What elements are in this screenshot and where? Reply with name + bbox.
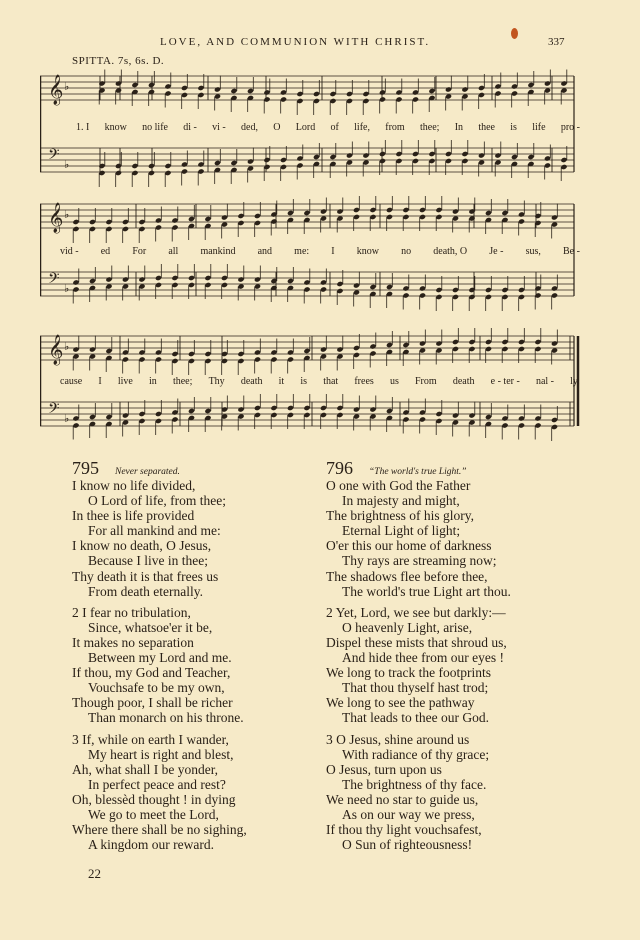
lyric-syllable: Lord [295, 122, 316, 133]
hymn-number: 795 [72, 458, 99, 478]
lyric-syllable: From [415, 376, 437, 387]
lyric-syllable: Je - [489, 246, 504, 257]
lyric-syllable: ded, [241, 122, 258, 133]
verse-line: I know no life divided, [72, 478, 196, 493]
verse-line: A kingdom our reward. [88, 837, 214, 853]
lyric-syllable: thee; [172, 376, 193, 387]
verse-line: I know no death, O Jesus, [72, 538, 212, 554]
verse-line: Thy rays are streaming now; [342, 553, 497, 569]
lyric-syllable: For [132, 246, 147, 257]
lyric-syllable: is [510, 122, 517, 133]
music-system-3 [40, 328, 580, 446]
verse-line: 2 I fear no tribulation, [72, 604, 191, 620]
lyric-syllable: e - ter - [490, 376, 520, 387]
lyric-syllable: from [385, 122, 405, 133]
hymn-heading [72, 458, 342, 478]
music-system-2 [40, 196, 580, 316]
lyric-syllable: death [240, 376, 263, 387]
verse-line: That thou thyself hast trod; [342, 680, 489, 696]
verse-line: Than monarch on his throne. [88, 710, 244, 726]
verse-line: Eternal Light of light; [342, 523, 461, 539]
verse-line: O Lord of life, from thee; [88, 493, 226, 509]
lyric-syllable: ed [100, 246, 111, 257]
ink-spot [511, 28, 518, 39]
lyric-line [40, 376, 580, 387]
lyric-syllable: is [300, 376, 308, 387]
bass-clef-icon: 𝄢 [48, 270, 60, 291]
verse-line: Between my Lord and me. [88, 650, 232, 666]
lyric-syllable: death [452, 376, 475, 387]
verse-line: In majesty and might, [342, 493, 460, 509]
lyric-line [40, 122, 580, 133]
lyric-syllable: vi - [212, 122, 226, 133]
lyric-syllable: and [257, 246, 273, 257]
flat-icon: ♭ [64, 341, 70, 353]
verse-line: We need no star to guide us, [326, 791, 479, 807]
stanza [72, 478, 342, 599]
verse-line: 2 Yet, Lord, we see but darkly:— [326, 604, 506, 620]
lyric-syllable: ly. [570, 376, 580, 387]
lyric-syllable: no life [142, 122, 168, 133]
verse-line: 3 If, while on earth I wander, [72, 731, 229, 747]
lyric-syllable: mankind [200, 246, 236, 257]
verse-line: We long to see the pathway [326, 695, 475, 711]
verse-line: In thee is life provided [72, 508, 195, 524]
lyric-syllable: of [330, 122, 339, 133]
hymn-796 [326, 458, 596, 852]
lyric-syllable: know [104, 122, 127, 133]
lyric-syllable: it [278, 376, 285, 387]
verse-line: The brightness of his glory, [326, 508, 474, 524]
treble-clef-icon: 𝄞 [48, 75, 64, 105]
lyric-syllable: frees [354, 376, 374, 387]
hymn-heading [326, 458, 596, 478]
tune-name: SPITTA. 7s, 6s. D. [72, 55, 165, 67]
lyric-syllable: live [117, 376, 133, 387]
lyric-syllable: O [273, 122, 281, 133]
lyric-syllable: sus, [525, 246, 541, 257]
verse-line: Ah, what shall I be yonder, [72, 761, 219, 777]
lyric-syllable: no [401, 246, 412, 257]
page-header [0, 36, 640, 56]
lyric-syllable: vid - [60, 246, 79, 257]
music-system-1 [40, 68, 580, 190]
verse-line: In perfect peace and rest? [88, 776, 226, 792]
verse-line: O'er this our home of darkness [326, 538, 492, 554]
verse-line: Oh, blessèd thought ! in dying [72, 791, 236, 807]
verse-line: My heart is right and blest, [88, 746, 234, 762]
verse-line: We long to track the footprints [326, 665, 491, 681]
staff-notation [40, 328, 580, 446]
verse-line: Because I live in thee; [88, 553, 208, 569]
lyric-syllable: Thy [208, 376, 225, 387]
verse-line: Where there shall be no sighing, [72, 822, 247, 838]
running-title: LOVE, AND COMMUNION WITH CHRIST. [160, 36, 431, 48]
flat-icon: ♭ [64, 159, 70, 171]
treble-clef-icon: 𝄞 [48, 203, 64, 233]
lyric-syllable: death, O [433, 246, 468, 257]
lyric-syllable: I [331, 246, 335, 257]
signature-mark: 22 [88, 866, 101, 881]
verse-line: Since, whatsoe'er it be, [88, 619, 213, 635]
lyric-syllable: all [168, 246, 179, 257]
verse-line: If thou, my God and Teacher, [72, 665, 231, 681]
lyric-syllable: thee; [419, 122, 440, 133]
lyric-syllable: cause [60, 376, 83, 387]
hymn-795 [72, 458, 342, 852]
lyric-syllable: nal - [535, 376, 554, 387]
stanza [326, 732, 596, 853]
stanza [326, 478, 596, 599]
verse-line: Vouchsafe to be my own, [88, 680, 225, 696]
verse-line: O Sun of righteousness! [342, 837, 473, 853]
verse-line: The shadows flee before thee, [326, 568, 488, 584]
verse-line: O one with God the Father [326, 478, 471, 493]
lyric-syllable: Be - [562, 246, 580, 257]
verse-line: From death eternally. [88, 583, 203, 599]
stanza [326, 605, 596, 726]
lyric-syllable: life, [354, 122, 370, 133]
hymn-number: 796 [326, 458, 353, 478]
lyric-syllable: 1. I [76, 122, 90, 133]
verse-line: We go to meet the Lord, [88, 806, 219, 822]
lyric-syllable: in [149, 376, 157, 387]
verse-line: Thy death it is that frees us [72, 568, 219, 584]
lyric-syllable: life [532, 122, 546, 133]
verse-line: The brightness of thy face. [342, 776, 487, 792]
lyric-syllable: In [454, 122, 464, 133]
treble-clef-icon: 𝄞 [48, 335, 64, 365]
lyric-syllable: know [356, 246, 379, 257]
flat-icon: ♭ [64, 81, 70, 93]
verse-line: 3 O Jesus, shine around us [326, 731, 470, 747]
verse-line: If thou thy light vouchsafest, [326, 822, 482, 838]
flat-icon: ♭ [64, 413, 70, 425]
verse-line: And hide thee from our eyes ! [342, 650, 504, 666]
verse-line: The world's true Light art thou. [342, 583, 511, 599]
verse-line: With radiance of thy grace; [342, 746, 490, 762]
bass-clef-icon: 𝄢 [48, 400, 60, 421]
verse-line: Though poor, I shall be richer [72, 695, 233, 711]
verse-line: O heavenly Light, arise, [342, 619, 473, 635]
lyric-syllable: di - [183, 122, 197, 133]
lyric-syllable: us [389, 376, 399, 387]
lyric-line [40, 246, 580, 257]
stanza [72, 605, 342, 726]
verse-line: O Jesus, turn upon us [326, 761, 442, 777]
lyric-syllable: me: [294, 246, 310, 257]
verse-line: That leads to thee our God. [342, 710, 489, 726]
hymn-subtitle: Never separated. [115, 467, 180, 477]
verse-line: Dispel these mists that shroud us, [326, 634, 507, 650]
page-number: 337 [548, 36, 565, 48]
lyric-syllable: pro - [560, 122, 580, 133]
verse-line: As on our way we press, [342, 806, 475, 822]
flat-icon: ♭ [64, 209, 70, 221]
bass-clef-icon: 𝄢 [48, 146, 60, 167]
lyric-syllable: that [323, 376, 339, 387]
lyric-syllable: thee [478, 122, 495, 133]
flat-icon: ♭ [64, 283, 70, 295]
hymn-subtitle: “The world's true Light.” [369, 467, 467, 477]
lyric-syllable: I [98, 376, 102, 387]
verse-line: It makes no separation [72, 634, 194, 650]
verse-line: For all mankind and me: [88, 523, 221, 539]
stanza [72, 732, 342, 853]
